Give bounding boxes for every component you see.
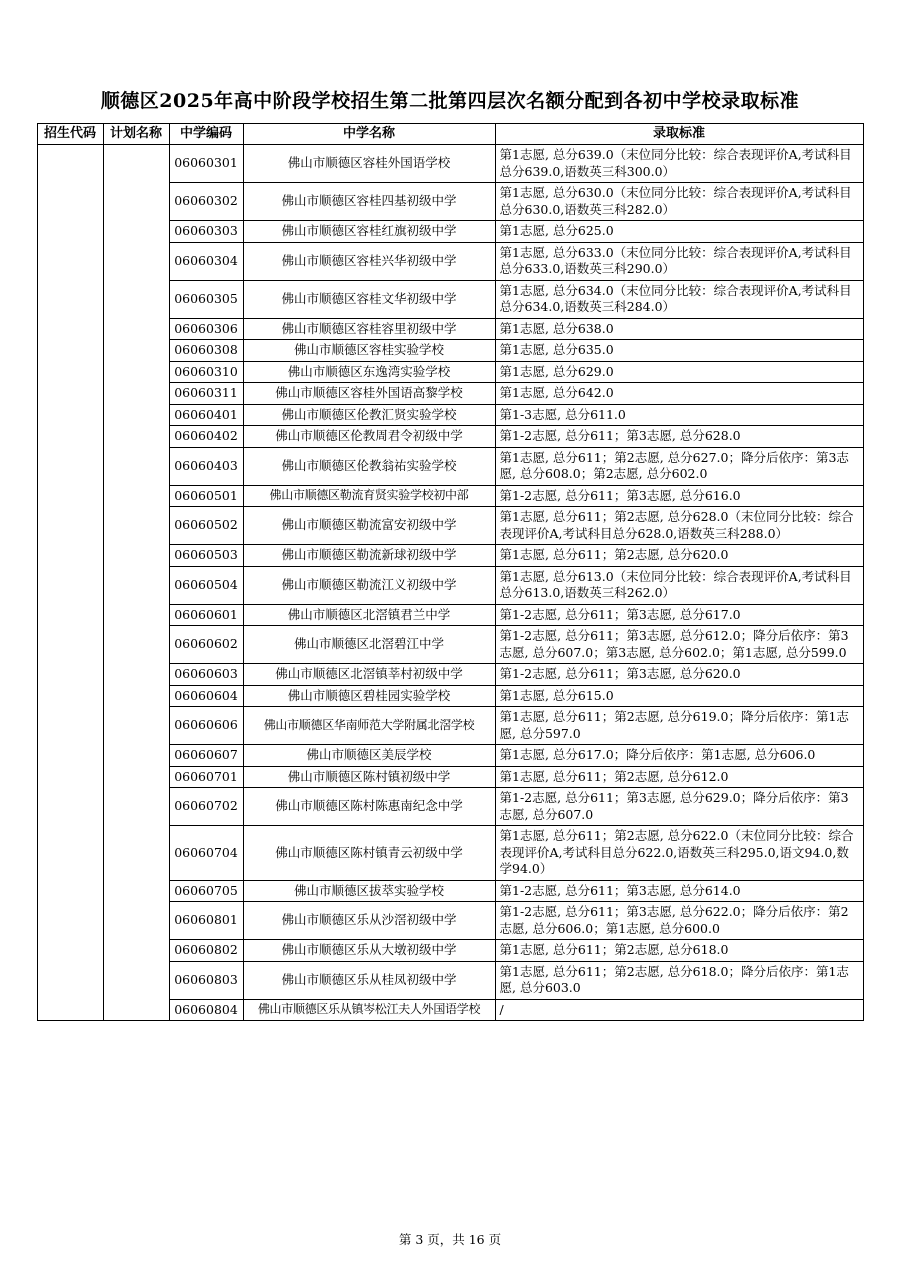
- table-header-row: [37, 124, 863, 145]
- cell-school-code: 06060702: [169, 788, 243, 826]
- cell-school-code: 06060802: [169, 940, 243, 962]
- cell-school-name: 佛山市顺德区乐从大墩初级中学: [243, 940, 495, 962]
- table-row: [37, 145, 863, 183]
- cell-standard: 第1志愿, 总分638.0: [495, 318, 863, 340]
- cell-school-name: 佛山市顺德区容桂外国语学校: [243, 145, 495, 183]
- cell-school-name: 佛山市顺德区北滘碧江中学: [243, 626, 495, 664]
- cell-school-code: 06060310: [169, 361, 243, 383]
- cell-school-name: 佛山市顺德区陈村陈惠南纪念中学: [243, 788, 495, 826]
- cell-school-name: 佛山市顺德区伦教翁祐实验学校: [243, 447, 495, 485]
- cell-school-code: 06060502: [169, 507, 243, 545]
- cell-standard: /: [495, 999, 863, 1021]
- cell-school-name: 佛山市顺德区容桂文华初级中学: [243, 280, 495, 318]
- cell-school-code: 06060704: [169, 826, 243, 881]
- cell-school-code: 06060607: [169, 745, 243, 767]
- cell-standard: 第1-3志愿, 总分611.0: [495, 404, 863, 426]
- cell-school-code: 06060401: [169, 404, 243, 426]
- cell-school-code: 06060603: [169, 664, 243, 686]
- cell-school-name: 佛山市顺德区容桂外国语高黎学校: [243, 383, 495, 405]
- cell-school-name: 佛山市顺德区伦教周君令初级中学: [243, 426, 495, 448]
- cell-school-code: 06060305: [169, 280, 243, 318]
- cell-school-code: 06060301: [169, 145, 243, 183]
- cell-school-name: 佛山市顺德区北滘镇君兰中学: [243, 604, 495, 626]
- cell-standard: 第1志愿, 总分611；第2志愿, 总分618.0；降分后依序：第1志愿, 总分603.0: [495, 961, 863, 999]
- cell-school-code: 06060803: [169, 961, 243, 999]
- cell-standard: 第1志愿, 总分615.0: [495, 685, 863, 707]
- cell-standard: 第1-2志愿, 总分611；第3志愿, 总分629.0；降分后依序：第3志愿, 总分607.0: [495, 788, 863, 826]
- cell-standard: 第1志愿, 总分611；第2志愿, 总分612.0: [495, 766, 863, 788]
- cell-school-code: 06060403: [169, 447, 243, 485]
- cell-school-code: 06060601: [169, 604, 243, 626]
- cell-plan-name: [103, 145, 169, 1021]
- cell-standard: 第1-2志愿, 总分611；第3志愿, 总分614.0: [495, 880, 863, 902]
- cell-standard: 第1-2志愿, 总分611；第3志愿, 总分612.0；降分后依序：第3志愿, 总分607.0；第3志愿, 总分602.0；第1志愿, 总分599.0: [495, 626, 863, 664]
- cell-standard: 第1志愿, 总分611；第2志愿, 总分627.0；降分后依序：第3志愿, 总分608.0；第2志愿, 总分602.0: [495, 447, 863, 485]
- cell-school-code: 06060303: [169, 221, 243, 243]
- cell-school-code: 06060804: [169, 999, 243, 1021]
- cell-school-name: 佛山市顺德区容桂容里初级中学: [243, 318, 495, 340]
- cell-standard: 第1-2志愿, 总分611；第3志愿, 总分617.0: [495, 604, 863, 626]
- cell-school-name: 佛山市顺德区容桂红旗初级中学: [243, 221, 495, 243]
- cell-school-code: 06060311: [169, 383, 243, 405]
- column-header-school-code: 中学编码: [169, 124, 243, 145]
- cell-standard: 第1志愿, 总分630.0（末位同分比较：综合表现评价A,考试科目总分630.0,语数英三科282.0）: [495, 183, 863, 221]
- cell-standard: 第1志愿, 总分613.0（末位同分比较：综合表现评价A,考试科目总分613.0,语数英三科262.0）: [495, 566, 863, 604]
- cell-school-code: 06060801: [169, 902, 243, 940]
- cell-school-name: 佛山市顺德区美辰学校: [243, 745, 495, 767]
- cell-school-name: 佛山市顺德区乐从沙滘初级中学: [243, 902, 495, 940]
- cell-standard: 第1-2志愿, 总分611；第3志愿, 总分628.0: [495, 426, 863, 448]
- cell-school-name: 佛山市顺德区乐从镇岑松江夫人外国语学校: [243, 999, 495, 1021]
- cell-standard: 第1志愿, 总分634.0（末位同分比较：综合表现评价A,考试科目总分634.0,语数英三科284.0）: [495, 280, 863, 318]
- cell-school-code: 06060604: [169, 685, 243, 707]
- cell-school-name: 佛山市顺德区容桂兴华初级中学: [243, 242, 495, 280]
- cell-school-name: 佛山市顺德区勒流江义初级中学: [243, 566, 495, 604]
- cell-school-name: 佛山市顺德区容桂实验学校: [243, 340, 495, 362]
- cell-standard: 第1志愿, 总分629.0: [495, 361, 863, 383]
- cell-standard: 第1志愿, 总分642.0: [495, 383, 863, 405]
- cell-school-name: 佛山市顺德区陈村镇初级中学: [243, 766, 495, 788]
- table-body: [37, 145, 863, 1021]
- cell-school-code: 06060701: [169, 766, 243, 788]
- cell-school-code: 06060504: [169, 566, 243, 604]
- cell-standard: 第1-2志愿, 总分611；第3志愿, 总分622.0；降分后依序：第2志愿, 总分606.0；第1志愿, 总分600.0: [495, 902, 863, 940]
- column-header-code: 招生代码: [37, 124, 103, 145]
- cell-standard: 第1-2志愿, 总分611；第3志愿, 总分616.0: [495, 485, 863, 507]
- page-footer: 第 3 页，共 16 页: [398, 1232, 502, 1247]
- cell-standard: 第1志愿, 总分639.0（末位同分比较：综合表现评价A,考试科目总分639.0,语数英三科300.0）: [495, 145, 863, 183]
- cell-school-code: 06060501: [169, 485, 243, 507]
- cell-standard: 第1志愿, 总分611；第2志愿, 总分620.0: [495, 545, 863, 567]
- cell-standard: 第1志愿, 总分633.0（末位同分比较：综合表现评价A,考试科目总分633.0,语数英三科290.0）: [495, 242, 863, 280]
- cell-school-code: 06060402: [169, 426, 243, 448]
- cell-school-code: 06060503: [169, 545, 243, 567]
- admission-standards-table: [37, 123, 864, 1021]
- cell-standard: 第1志愿, 总分611；第2志愿, 总分619.0；降分后依序：第1志愿, 总分597.0: [495, 707, 863, 745]
- cell-school-code: 06060302: [169, 183, 243, 221]
- page-title: 顺德区2025年高中阶段学校招生第二批第四层次名额分配到各初中学校录取标准: [100, 90, 800, 112]
- cell-school-name: 佛山市顺德区勒流新球初级中学: [243, 545, 495, 567]
- cell-school-name: 佛山市顺德区东逸湾实验学校: [243, 361, 495, 383]
- cell-school-name: 佛山市顺德区勒流育贤实验学校初中部: [243, 485, 495, 507]
- cell-standard: 第1志愿, 总分611；第2志愿, 总分628.0（末位同分比较：综合表现评价A,考试科目总分628.0,语数英三科288.0）: [495, 507, 863, 545]
- column-header-school-name: 中学名称: [243, 124, 495, 145]
- cell-school-code: 06060308: [169, 340, 243, 362]
- cell-standard: 第1志愿, 总分611；第2志愿, 总分622.0（末位同分比较：综合表现评价A,考试科目总分622.0,语数英三科295.0,语文94.0,数学94.0）: [495, 826, 863, 881]
- cell-school-code: 06060304: [169, 242, 243, 280]
- cell-standard: 第1志愿, 总分625.0: [495, 221, 863, 243]
- cell-school-name: 佛山市顺德区拔萃实验学校: [243, 880, 495, 902]
- cell-school-code: 06060606: [169, 707, 243, 745]
- column-header-plan: 计划名称: [103, 124, 169, 145]
- cell-school-name: 佛山市顺德区容桂四基初级中学: [243, 183, 495, 221]
- cell-standard: 第1-2志愿, 总分611；第3志愿, 总分620.0: [495, 664, 863, 686]
- cell-standard: 第1志愿, 总分611；第2志愿, 总分618.0: [495, 940, 863, 962]
- cell-standard: 第1志愿, 总分635.0: [495, 340, 863, 362]
- cell-school-name: 佛山市顺德区伦教汇贤实验学校: [243, 404, 495, 426]
- cell-school-code: 06060306: [169, 318, 243, 340]
- cell-school-name: 佛山市顺德区北滘镇莘村初级中学: [243, 664, 495, 686]
- cell-school-code: 06060602: [169, 626, 243, 664]
- column-header-standard: 录取标准: [495, 124, 863, 145]
- cell-school-name: 佛山市顺德区碧桂园实验学校: [243, 685, 495, 707]
- cell-school-code: 06060705: [169, 880, 243, 902]
- cell-school-name: 佛山市顺德区勒流富安初级中学: [243, 507, 495, 545]
- cell-school-name: 佛山市顺德区乐从桂凤初级中学: [243, 961, 495, 999]
- cell-admission-code: [37, 145, 103, 1021]
- cell-school-name: 佛山市顺德区华南师范大学附属北滘学校: [243, 707, 495, 745]
- cell-school-name: 佛山市顺德区陈村镇青云初级中学: [243, 826, 495, 881]
- cell-standard: 第1志愿, 总分617.0；降分后依序：第1志愿, 总分606.0: [495, 745, 863, 767]
